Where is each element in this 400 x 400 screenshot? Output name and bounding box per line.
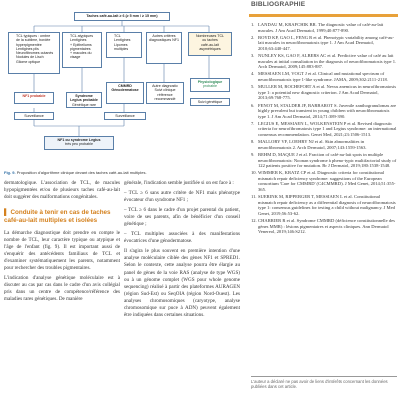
reference-label: référence recommandé [154,92,176,101]
paragraph: générale, l'indication semble justifiée si on est face à : [124,180,234,186]
nf1-legius-box [44,136,114,150]
tcl-atypical-box [62,32,102,68]
reference-number: 3. [251,53,255,59]
list-item: – TCL multiples associées à des manifestations évocatrices d'une génodermatose. [124,231,240,245]
reference-item [251,84,397,101]
conflict-note: L'auteur a déclaré ne pas avoir de liens d'intérêts concernant les données publiées dans cet article. [251,376,397,389]
reference-text: WIMMER K, KRATZ CP et al. Diagnostic criteria for constitutional mismatch repair deficiency syndrome: suggestions of the European consortium 'Care for CMMRD' (C4CMMRD). J Med Genet, 2014;51:355-365. [258,170,396,192]
reference-text: CHARRIER R et al. Syndrome CMMRD (déficience constitutionnelle des gènes MMR) : lésions pigmentaires et aspects cliniques. Ann Dermatol Venereol, 2019;146:S212. [258,218,395,235]
paragraph: dermatologique. L'association de TCL, de macules hypopigmentées et/ou de plusieurs taches café-au-lait doit suggérer des malformations congénitales. [4,180,120,201]
tcl-count-label: Taches café-au-lait ≥ 6 (≥ 5 mm / ≥ 15 mm) [86,14,158,18]
reference-item [251,53,397,70]
tcl-count-box [74,12,170,21]
section-heading-text: Conduite à tenir en cas de taches café-au-lait multiples et isolées [4,209,111,224]
reference-item [251,35,397,52]
nf1-legius-label: NF1 ou syndrome Legius [57,138,101,142]
suivi-genetique-box [190,98,230,106]
reference-number: 2. [251,34,255,40]
reference-number: 12. [251,218,257,224]
reference-text: LEGIUS E, MESSIAEN L, WOLKENSTEIN P et al. Revised diagnostic criteria for neurofibromatosis type 1 and Legius syndrome: an international consensus recommendation. Genet Med, 2021;23:1506-1513. [258,120,397,137]
reference-item [251,170,397,192]
paragraph: Il s'agira le plus souvent en première intention d'une analyse moléculaire ciblée des gènes NF1 et SPRED1. Selon le contexte, cette analyse pourra être élargie au panel de gènes de la voie RAS (analyse de type WGS) ou à un génome complet (WGS pour whole genome sequencing) réalisé à partir des plateformes AURAGEN (région Sud-Est) ou SeqOIA (région Nord-Ouest). Les analyses chromosomiques (caryotype, analyse chromosomique sur puce à ADN) peuvent également être indiquées dans certaines situations. [124,248,240,318]
tcl-item: • TCL typiques : ombre [16,34,57,38]
atypical-item: • TCL atypiques [70,34,99,38]
reference-number: 10. [251,170,257,176]
list-item: – TCL ≥ 6 sans autre critère de NF1 mais phénotype évocateur d'un syndrome NF1 ; [124,190,240,204]
many-tcl-line: ou taches [202,38,218,43]
suivi-genetique-label: Suivi génétique [197,100,223,104]
tcl-item: • Neurofibromes cutanés [16,51,57,55]
reference-item [251,103,397,120]
physio-label: Physiologique [197,80,223,84]
many-tcl-line: café-au-lait [201,42,219,47]
atypical-item: • Lentigines [70,38,99,42]
legius-label: Syndrome Legius probable [70,94,98,103]
bibliography-title: BIBLIOGRAPHIE [251,1,306,8]
atypical-item: • pigmentaires [70,47,99,51]
tcl-item: • de la sublime, bordée [16,38,57,42]
autre-diagnostic-box [146,82,184,104]
reference-text: FENOT M, STALDER JF, BARBAROT S. Juvenile xanthogranulomas are highly prevalent but transient in young children with neurofibromatosis type 1. J Am Acad Dermatol, 2014;71:389-390. [258,102,397,119]
physiologique-box [190,78,230,92]
tcl-item: • Nodules de Lisch [16,55,57,59]
surveillance-mid-label: Surveillance [115,114,135,118]
atypical-item: • + Epitheliums [70,43,99,47]
reference-item [251,218,397,235]
autre-diagnostic-label: Autre diagnostic [152,84,178,88]
paragraph: La démarche diagnostique doit prendre en compte le nombre de TCL, leur caractère typique ou atypique et l'âge de l'enfant (fig. 9). Il est important aussi de s'enquérir des antécédents familiaux de TCL et d'examiner systématiquement les parents, notamment pour rechercher des troubles pigmentaires. [4,229,120,272]
bibliography-rule [249,14,398,17]
arrow-icon: ▌ [4,209,9,217]
suivi-label: Suivi clinique [154,88,176,93]
reference-item [251,152,397,169]
reference-item [251,139,397,150]
dermato-box [106,82,144,104]
tcl-typical-box [8,32,60,74]
figure-caption-text: Proposition d'algorithme clinique devant des taches café-au-lait multiples. [16,170,147,175]
figure-caption-label: Fig. 9. [4,170,16,175]
figure-caption [4,170,240,175]
reference-number: 7. [251,120,255,126]
reference-text: NUNLEY KS, GAO F, ALBERS AC et al. Predictive value of café au lait macules at initial consultation in the diagnosis of neurofibromatosis type 1. Arch Dermatol, 2009;145:883-887. [258,53,397,70]
paragraph: L'indication d'analyse génétique moléculaire est à discuter au cas par cas dans le cadre d'un avis collégial pris dans un centre de compétence/référence des maladies rares génétiques. De manière [4,275,120,303]
body-column-left [4,180,120,306]
other-criteria-box [146,32,182,64]
list-item: – TCL ≥ 6 dans le cadre d'un projet parental du patient, voire de ses parents, afin de bénéficier d'un conseil génétique ; [124,207,240,228]
reference-number: 11. [251,194,257,200]
reference-number: 9. [251,151,255,157]
reference-number: 8. [251,139,255,145]
surveillance-left-box [14,112,54,120]
reference-number: 4. [251,71,255,77]
many-tcl-box [188,32,232,56]
reference-text: BEHM D, MAQUE J et al. Fraction of café-au-lait spots in multiple neurofibromatosis: Noonan syndrome à pheno-typic multifactorial study of 122 patients positive for mutation. Br J Dermatol, 2019;180:1538-1548. [258,151,397,169]
other-criteria-line: Autres critères [152,34,176,38]
nf1-probable-box [14,92,54,104]
reference-item [251,194,397,216]
reference-item [251,22,397,33]
tcl-item: • hyperpigmentée [16,43,57,47]
reference-text: BOYD KP, GAO L, FENG R et al. Phenotypic variability among café-au-lait macules in neurofibromatosis type 1. J Am Acad Dermatol, 2010;63:440-447. [258,34,394,51]
tcl-item: • Gliome optique [16,60,57,64]
tcl-item: • Lentigines plis [16,47,57,51]
lentigines-item: • TCL [114,34,139,38]
legius-box [66,92,102,108]
dermato-label: Génodermatose [111,88,139,93]
legius-rare-label: Génétique rare [72,102,96,107]
surveillance-left-label: Surveillance [24,114,44,118]
algorithm-figure [4,8,240,168]
reference-text: MESSIAEN LM, VOGT J et al. Clinical and mutational spectrum of neurofibromatosis type 1-like syndrome. JAMA, 2009;302:2111-2118. [258,71,388,82]
reference-text: MULLER M, ROCHEFORT A et al. Nevus anemicus in neurofibromatosis type 1: a potential new diagnostic criterion. J Am Acad Dermatol, 2013;69:768-775. [258,84,397,101]
other-criteria-line: diagnostiques NF1 [149,38,179,43]
reference-item [251,71,397,82]
body-column-middle [124,180,240,322]
reference-number: 5. [251,84,255,90]
many-tcl-line: Nombreuses TCL [195,34,225,38]
reference-number: 1. [251,22,255,27]
section-heading [4,209,120,224]
nf1-probable-label: NF1 probable [22,94,46,98]
reference-text: MALLORY VF, LOEHRY NJ et al. Skin abnormalities in neurofibromatosis 2. Arch Dermatol, 2007;143:1559-1563. [258,139,367,150]
atypical-item: • + macules du visage [70,51,99,60]
cmmrd-label: CMMRD [118,84,132,88]
lentigines-box [106,32,142,58]
lentigines-item: • Lipomes multiples [114,43,139,52]
many-tcl-line: asymétriques [199,46,221,51]
nf1-legius-sub: très peu probable [65,142,93,147]
reference-number: 6. [251,102,255,108]
bibliography-list [251,22,397,236]
surveillance-mid-box [104,112,146,120]
reference-text: SUERINK M, RIPPERGER T, MESSIAEN L et al. Constitutional mismatch repair deficiency as a differential diagnosis of neurofibromatosis type 1: consensus guidelines for testing a child without malignancy. J Med Genet, 2019;56:53-62. [258,194,396,216]
physio-sub-label: probable [203,84,217,89]
lentigines-item: • Lentigines [114,38,139,42]
reference-text: LANDAU M, KRAFCHIK BR. The diagnostic value of café-au-lait macules. J Am Acad Dermatol, 1999;40:877-890. [258,22,384,33]
reference-item [251,121,397,138]
